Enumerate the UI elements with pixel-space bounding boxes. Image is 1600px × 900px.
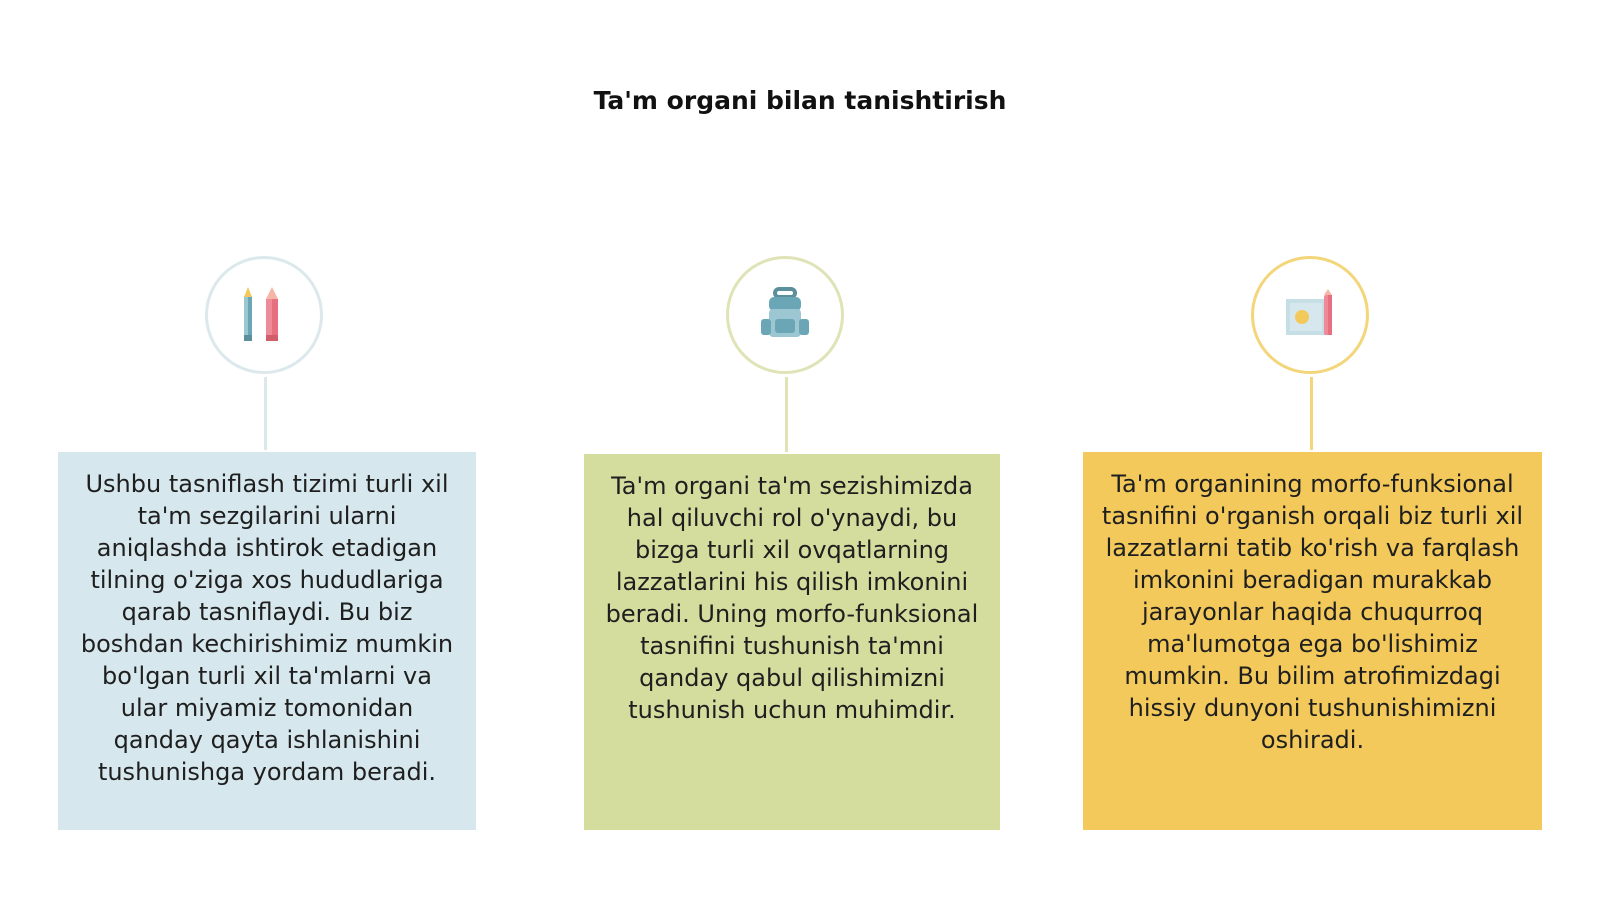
drawing-board-icon-circle bbox=[1251, 256, 1369, 374]
pencils-icon-circle bbox=[205, 256, 323, 374]
backpack-icon-circle bbox=[726, 256, 844, 374]
drawing-board-icon bbox=[1280, 285, 1340, 345]
backpack-icon bbox=[755, 285, 815, 345]
info-card-3: Ta'm organining morfo-funksional tasnifini o'rganish orqali biz turli xil lazzatlarni tatib ko'rish va farqlash imkonini beradigan murakkab jarayonlar haqida chuqurroq ma'lumotga ega bo'lishimiz mumkin. Bu bilim atrofimizdagi hissiy dunyoni tushunishimizni oshiradi. bbox=[1083, 452, 1542, 830]
connector-line bbox=[1310, 377, 1313, 450]
connector-line bbox=[264, 377, 267, 450]
slide-title: Ta'm organi bilan tanishtirish bbox=[593, 86, 1007, 115]
info-card-2: Ta'm organi ta'm sezishimizda hal qiluvchi rol o'ynaydi, bu bizga turli xil ovqatlarning lazzatlarini his qilish imkonini beradi. Uning morfo-funksional tasnifini tushunish ta'mni qanday qabul qilishimizni tushunish uchun muhimdir. bbox=[584, 454, 1000, 830]
pencils-icon bbox=[236, 283, 292, 347]
connector-line bbox=[785, 377, 788, 452]
info-card-1: Ushbu tasniflash tizimi turli xil ta'm sezgilarini ularni aniqlashda ishtirok etadigan tilning o'ziga xos hududlariga qarab tasniflaydi. Bu biz boshdan kechirishimiz mumkin bo'lgan turli xil ta'mlarni va ular miyamiz tomonidan qanday qayta ishlanishini tushunishga yordam beradi. bbox=[58, 452, 476, 830]
